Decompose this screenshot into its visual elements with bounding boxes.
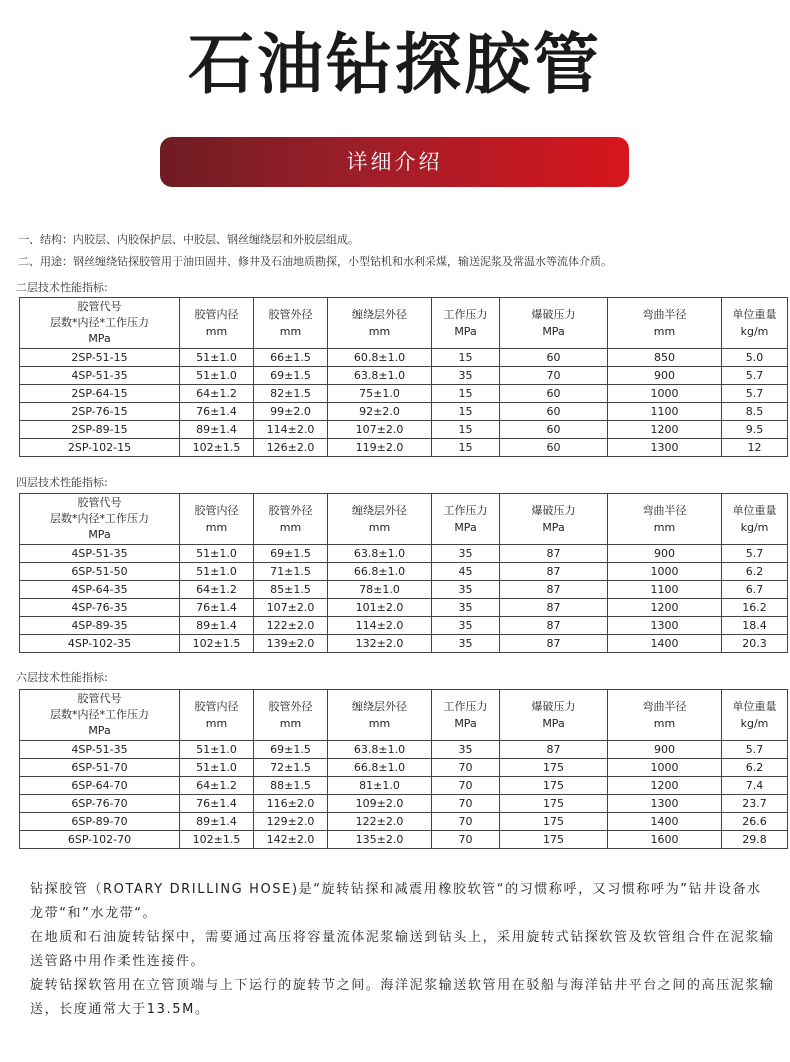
header-line: 单位重量 [732,308,777,321]
cell-unit-weight: 23.7 [722,795,788,813]
table-row [20,545,788,563]
cell-bend-radius: 1100 [608,403,722,421]
cell-inner-diameter: 89±1.4 [180,617,254,635]
cell-unit-weight: 20.3 [722,635,788,653]
intro-section [18,229,778,273]
cell-unit-weight: 9.5 [722,421,788,439]
header-line: mm [205,521,228,534]
header-line: 胶管代号 [77,496,122,509]
header-inner-diameter [180,298,254,349]
cell-outer-diameter: 122±2.0 [254,617,328,635]
header-line: kg/m [740,325,769,338]
header-line: mm [279,325,302,338]
intro-structure: 一、结构：内胶层、内胶保护层、中胶层、钢丝缠绕层和外胶层组成。 [18,233,359,246]
cell-bend-radius: 1300 [608,439,722,457]
header-unit-weight [722,690,788,741]
header-line: MPa [542,325,565,338]
cell-bend-radius: 1400 [608,813,722,831]
header-working-pressure [432,690,500,741]
description-paragraph: 在地质和石油旋转钻探中，需要通过高压将容量流体泥浆输送到钻头上，采用旋转式钻探软管及软管组合件在泥浆输送管路中用作柔性连接件。 [30,930,775,969]
header-line: kg/m [740,521,769,534]
cell-working-pressure: 35 [432,545,500,563]
header-line: MPa [542,521,565,534]
cell-winding-diameter: 63.8±1.0 [328,367,432,385]
header-line: mm [653,521,676,534]
cell-working-pressure: 70 [432,759,500,777]
cell-burst-pressure: 175 [500,813,608,831]
cell-burst-pressure: 175 [500,777,608,795]
cell-unit-weight: 5.7 [722,385,788,403]
cell-outer-diameter: 139±2.0 [254,635,328,653]
cell-winding-diameter: 75±1.0 [328,385,432,403]
cell-inner-diameter: 64±1.2 [180,777,254,795]
header-outer-diameter [254,298,328,349]
cell-inner-diameter: 76±1.4 [180,599,254,617]
cell-code: 4SP-102-35 [20,635,180,653]
cell-winding-diameter: 81±1.0 [328,777,432,795]
intro-usage: 二、用途：钢丝缠绕钻探胶管用于油田固井、修井及石油地质勘探，小型钻机和水利采煤，输送泥浆及常温水等流体介质。 [18,255,612,268]
cell-unit-weight: 5.7 [722,741,788,759]
header-line: MPa [542,717,565,730]
table-row [20,367,788,385]
cell-outer-diameter: 82±1.5 [254,385,328,403]
table-header-row [20,690,788,741]
cell-bend-radius: 1300 [608,617,722,635]
cell-working-pressure: 35 [432,581,500,599]
table-row [20,813,788,831]
header-line: 爆破压力 [531,308,576,321]
table-row [20,831,788,849]
section-label-two-layer: 二层技术性能指标: [16,281,108,294]
cell-unit-weight: 12 [722,439,788,457]
cell-outer-diameter: 71±1.5 [254,563,328,581]
cell-code: 2SP-51-15 [20,349,180,367]
cell-winding-diameter: 66.8±1.0 [328,563,432,581]
cell-winding-diameter: 114±2.0 [328,617,432,635]
cell-working-pressure: 35 [432,617,500,635]
header-burst-pressure [500,298,608,349]
cell-burst-pressure: 175 [500,831,608,849]
cell-working-pressure: 35 [432,741,500,759]
cell-outer-diameter: 107±2.0 [254,599,328,617]
table-row [20,741,788,759]
cell-bend-radius: 900 [608,741,722,759]
description-paragraph: 旋转钻探软管用在立管顶端与上下运行的旋转节之间。海洋泥浆输送软管用在驳船与海洋钻井平台之间的高压泥浆输送，长度通常大于13.5M。 [30,978,775,1017]
cell-bend-radius: 1000 [608,563,722,581]
cell-inner-diameter: 64±1.2 [180,581,254,599]
header-line: mm [279,521,302,534]
header-line: 单位重量 [732,700,777,713]
table-row [20,777,788,795]
cell-code: 6SP-76-70 [20,795,180,813]
cell-winding-diameter: 119±2.0 [328,439,432,457]
cell-unit-weight: 6.2 [722,563,788,581]
header-line: 胶管外径 [268,308,313,321]
cell-inner-diameter: 51±1.0 [180,367,254,385]
cell-working-pressure: 45 [432,563,500,581]
cell-working-pressure: 70 [432,795,500,813]
cell-code: 6SP-102-70 [20,831,180,849]
cell-winding-diameter: 107±2.0 [328,421,432,439]
header-line: 工作压力 [443,504,488,517]
header-line: MPa [88,724,111,737]
cell-inner-diameter: 76±1.4 [180,795,254,813]
cell-burst-pressure: 175 [500,759,608,777]
section-label-four-layer: 四层技术性能指标: [16,476,108,489]
header-line: 胶管内径 [194,308,239,321]
cell-working-pressure: 70 [432,831,500,849]
header-bend-radius [608,690,722,741]
header-line: 胶管外径 [268,700,313,713]
header-line: 胶管代号 [77,692,122,705]
header-line: 层数*内径*工作压力 [50,512,149,525]
cell-outer-diameter: 69±1.5 [254,741,328,759]
header-code [20,494,180,545]
cell-bend-radius: 850 [608,349,722,367]
cell-outer-diameter: 66±1.5 [254,349,328,367]
header-line: mm [368,325,391,338]
cell-bend-radius: 1000 [608,759,722,777]
cell-inner-diameter: 89±1.4 [180,421,254,439]
cell-burst-pressure: 60 [500,421,608,439]
header-line: 爆破压力 [531,504,576,517]
cell-unit-weight: 6.2 [722,759,788,777]
header-line: mm [368,717,391,730]
table-row [20,581,788,599]
header-line: 胶管外径 [268,504,313,517]
table-row [20,403,788,421]
cell-bend-radius: 1400 [608,635,722,653]
cell-burst-pressure: 87 [500,545,608,563]
table-row [20,563,788,581]
cell-winding-diameter: 60.8±1.0 [328,349,432,367]
header-line: 缠绕层外径 [352,308,407,321]
cell-unit-weight: 29.8 [722,831,788,849]
header-outer-diameter [254,494,328,545]
cell-working-pressure: 15 [432,385,500,403]
cell-code: 4SP-64-35 [20,581,180,599]
cell-burst-pressure: 87 [500,635,608,653]
header-line: 层数*内径*工作压力 [50,708,149,721]
cell-code: 2SP-64-15 [20,385,180,403]
table-row [20,759,788,777]
header-line: 缠绕层外径 [352,504,407,517]
header-code [20,690,180,741]
header-line: 爆破压力 [531,700,576,713]
cell-winding-diameter: 63.8±1.0 [328,545,432,563]
cell-inner-diameter: 51±1.0 [180,545,254,563]
cell-outer-diameter: 114±2.0 [254,421,328,439]
table-header-row [20,298,788,349]
header-line: mm [653,325,676,338]
table-row [20,439,788,457]
cell-bend-radius: 1200 [608,421,722,439]
header-line: 工作压力 [443,308,488,321]
cell-code: 6SP-51-70 [20,759,180,777]
header-line: MPa [88,528,111,541]
cell-unit-weight: 7.4 [722,777,788,795]
cell-bend-radius: 1000 [608,385,722,403]
cell-inner-diameter: 76±1.4 [180,403,254,421]
cell-code: 2SP-89-15 [20,421,180,439]
cell-winding-diameter: 122±2.0 [328,813,432,831]
header-winding-diameter [328,690,432,741]
cell-unit-weight: 5.0 [722,349,788,367]
header-line: MPa [454,717,477,730]
cell-burst-pressure: 60 [500,403,608,421]
cell-outer-diameter: 99±2.0 [254,403,328,421]
cell-burst-pressure: 175 [500,795,608,813]
header-line: MPa [454,325,477,338]
header-working-pressure [432,494,500,545]
cell-outer-diameter: 116±2.0 [254,795,328,813]
header-unit-weight [722,298,788,349]
header-burst-pressure [500,494,608,545]
cell-unit-weight: 18.4 [722,617,788,635]
header-bend-radius [608,298,722,349]
cell-burst-pressure: 87 [500,599,608,617]
cell-working-pressure: 15 [432,439,500,457]
cell-bend-radius: 900 [608,545,722,563]
cell-code: 4SP-51-35 [20,741,180,759]
cell-unit-weight: 8.5 [722,403,788,421]
cell-working-pressure: 70 [432,777,500,795]
table-row [20,385,788,403]
cell-winding-diameter: 135±2.0 [328,831,432,849]
cell-bend-radius: 1300 [608,795,722,813]
table-row [20,421,788,439]
cell-bend-radius: 1100 [608,581,722,599]
cell-inner-diameter: 51±1.0 [180,741,254,759]
cell-outer-diameter: 129±2.0 [254,813,328,831]
header-outer-diameter [254,690,328,741]
spec-table-six-layer [19,689,788,849]
cell-code: 6SP-89-70 [20,813,180,831]
cell-burst-pressure: 87 [500,741,608,759]
cell-working-pressure: 15 [432,421,500,439]
header-winding-diameter [328,494,432,545]
cell-burst-pressure: 87 [500,581,608,599]
header-line: 胶管内径 [194,504,239,517]
cell-code: 2SP-76-15 [20,403,180,421]
header-inner-diameter [180,494,254,545]
cell-bend-radius: 1200 [608,777,722,795]
cell-outer-diameter: 88±1.5 [254,777,328,795]
spec-table-two-layer [19,297,788,457]
cell-inner-diameter: 51±1.0 [180,349,254,367]
header-line: 层数*内径*工作压力 [50,316,149,329]
cell-inner-diameter: 64±1.2 [180,385,254,403]
header-code [20,298,180,349]
header-line: 弯曲半径 [642,308,687,321]
cell-unit-weight: 16.2 [722,599,788,617]
cell-inner-diameter: 102±1.5 [180,635,254,653]
cell-code: 4SP-76-35 [20,599,180,617]
header-working-pressure [432,298,500,349]
header-line: MPa [88,332,111,345]
cell-code: 4SP-89-35 [20,617,180,635]
cell-bend-radius: 1200 [608,599,722,617]
cell-inner-diameter: 51±1.0 [180,759,254,777]
cell-code: 6SP-64-70 [20,777,180,795]
cell-burst-pressure: 60 [500,439,608,457]
cell-unit-weight: 5.7 [722,367,788,385]
cell-burst-pressure: 70 [500,367,608,385]
spec-table-four-layer [19,493,788,653]
cell-burst-pressure: 60 [500,385,608,403]
header-line: 弯曲半径 [642,504,687,517]
header-line: kg/m [740,717,769,730]
cell-working-pressure: 70 [432,813,500,831]
table-row [20,599,788,617]
header-line: MPa [454,521,477,534]
header-line: 单位重量 [732,504,777,517]
cell-inner-diameter: 102±1.5 [180,831,254,849]
cell-inner-diameter: 102±1.5 [180,439,254,457]
cell-unit-weight: 5.7 [722,545,788,563]
cell-code: 6SP-51-50 [20,563,180,581]
cell-code: 4SP-51-35 [20,545,180,563]
cell-inner-diameter: 51±1.0 [180,563,254,581]
cell-winding-diameter: 66.8±1.0 [328,759,432,777]
cell-bend-radius: 1600 [608,831,722,849]
cell-burst-pressure: 60 [500,349,608,367]
cell-bend-radius: 900 [608,367,722,385]
cell-unit-weight: 6.7 [722,581,788,599]
cell-code: 2SP-102-15 [20,439,180,457]
header-line: mm [368,521,391,534]
cell-code: 4SP-51-35 [20,367,180,385]
cell-working-pressure: 35 [432,635,500,653]
description-paragraph: 钻探胶管（ROTARY DRILLING HOSE)是“旋转钻探和减震用橡胶软管“的习惯称呼，又习惯称呼为”钻井设备水龙带“和”水龙带“。 [30,882,762,921]
table-header-row [20,494,788,545]
header-line: 弯曲半径 [642,700,687,713]
header-inner-diameter [180,690,254,741]
cell-winding-diameter: 132±2.0 [328,635,432,653]
header-line: 胶管代号 [77,300,122,313]
description-text [30,878,775,1022]
table-row [20,635,788,653]
header-line: mm [205,325,228,338]
cell-burst-pressure: 87 [500,617,608,635]
cell-working-pressure: 35 [432,367,500,385]
table-row [20,795,788,813]
page-title: 石油钻探胶管 [188,26,602,103]
header-line: 胶管内径 [194,700,239,713]
table-row [20,349,788,367]
cell-burst-pressure: 87 [500,563,608,581]
table-row [20,617,788,635]
header-line: 工作压力 [443,700,488,713]
cell-working-pressure: 35 [432,599,500,617]
header-line: mm [653,717,676,730]
cell-outer-diameter: 142±2.0 [254,831,328,849]
cell-working-pressure: 15 [432,349,500,367]
cell-outer-diameter: 69±1.5 [254,545,328,563]
header-line: mm [205,717,228,730]
section-label-six-layer: 六层技术性能指标: [16,671,108,684]
header-unit-weight [722,494,788,545]
cell-working-pressure: 15 [432,403,500,421]
cell-outer-diameter: 72±1.5 [254,759,328,777]
header-burst-pressure [500,690,608,741]
header-winding-diameter [328,298,432,349]
cell-outer-diameter: 85±1.5 [254,581,328,599]
cell-outer-diameter: 69±1.5 [254,367,328,385]
cell-winding-diameter: 92±2.0 [328,403,432,421]
cell-unit-weight: 26.6 [722,813,788,831]
cell-winding-diameter: 109±2.0 [328,795,432,813]
cell-inner-diameter: 89±1.4 [180,813,254,831]
header-bend-radius [608,494,722,545]
cell-winding-diameter: 101±2.0 [328,599,432,617]
header-line: mm [279,717,302,730]
cell-winding-diameter: 63.8±1.0 [328,741,432,759]
cell-outer-diameter: 126±2.0 [254,439,328,457]
header-line: 缠绕层外径 [352,700,407,713]
detail-banner: 详细介绍 [160,137,629,187]
cell-winding-diameter: 78±1.0 [328,581,432,599]
